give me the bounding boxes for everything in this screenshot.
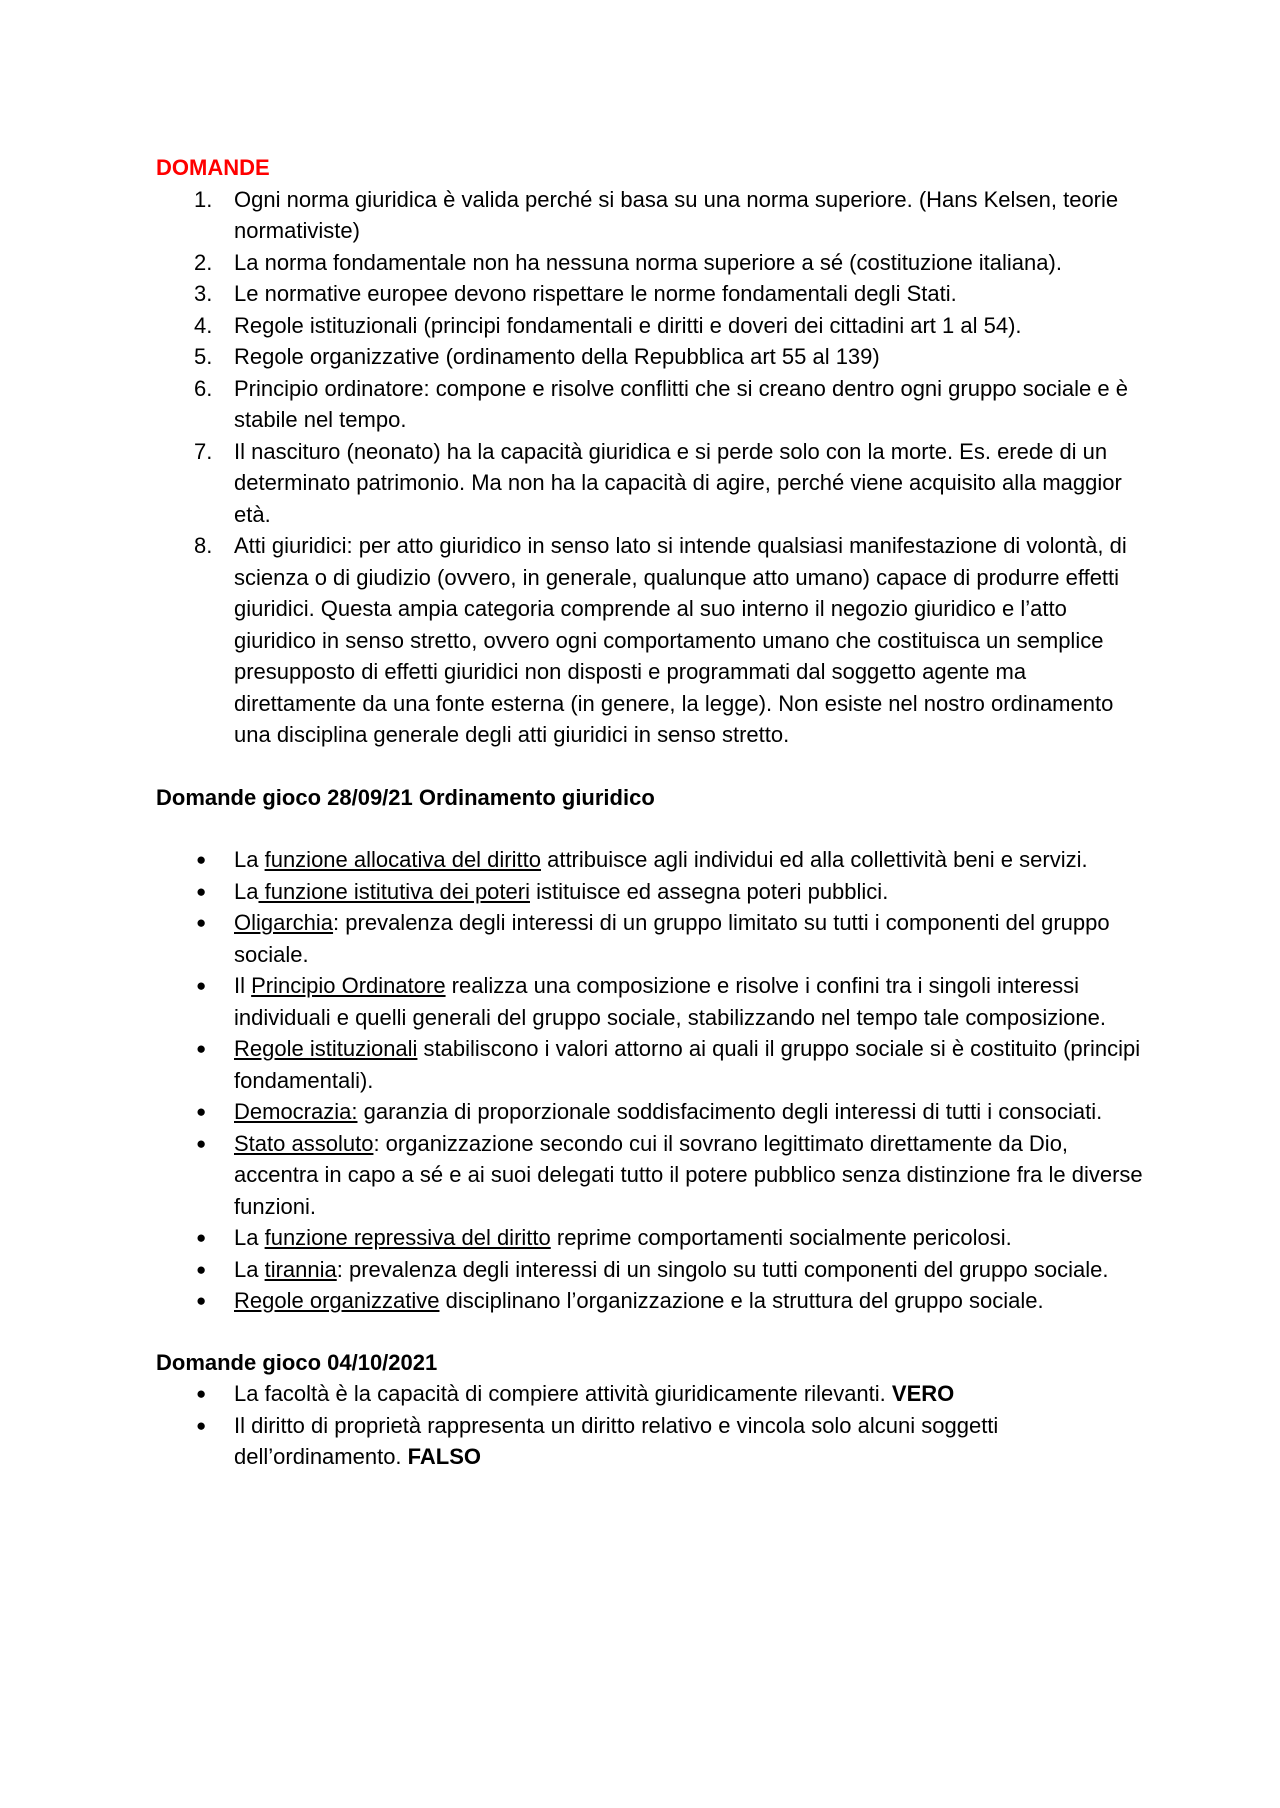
item-term: Democrazia:: [234, 1099, 358, 1124]
list-item: [156, 247, 1146, 279]
item-number: 8.: [194, 533, 213, 558]
item-term: tirannia: [264, 1256, 337, 1282]
bullet-icon: ●: [196, 976, 207, 995]
section-title-gioco: Domande gioco 04/10/2021: [156, 1349, 438, 1375]
item-text: La norma fondamentale non ha nessuna norma superiore a sé (costituzione italiana).: [234, 249, 1062, 275]
spacer: [156, 751, 1146, 782]
bullet-icon: ●: [196, 1102, 207, 1121]
bullet-icon: ●: [196, 1291, 207, 1310]
list-item: [156, 184, 1146, 247]
item-number: 3.: [194, 281, 213, 306]
section-title-ordinamento: Domande gioco 28/09/21 Ordinamento giuridico: [156, 784, 655, 810]
list-item: [156, 1096, 1146, 1128]
answer-label: FALSO: [407, 1444, 482, 1469]
list-item: [156, 1378, 1146, 1410]
item-term: funzione repressiva del diritto: [264, 1225, 551, 1250]
item-number: 7.: [194, 438, 213, 464]
item-text: garanzia di proporzionale soddisfacimento degli interessi di tutti i consociati.: [357, 1099, 1103, 1124]
item-number: 5.: [194, 344, 213, 369]
item-text: reprime comportamenti socialmente pericolosi.: [550, 1225, 1012, 1250]
item-term: funzione allocativa del diritto: [264, 847, 541, 872]
item-text: La: [234, 1225, 265, 1250]
item-text: La facoltà è la capacità di compiere attività giuridicamente rilevanti.: [234, 1381, 892, 1406]
heading-domande: DOMANDE: [156, 155, 270, 180]
item-text: Atti giuridici: per atto giuridico in senso lato si intende qualsiasi manifestazione di volontà, di scienza o di giudizio (ovvero, in generale, qualunque atto umano) capace di produrre effetti giuridici. Questa ampia categoria comprende al suo interno il negozio giuridico e l’atto giuridico in senso stretto, ovvero ogni comportamento umano che costituisca un semplice presupposto di effetti giuridici non disposti e programmati dal soggetto agente ma direttamente da una fonte esterna (in genere, la legge). Non esiste nel nostro ordinamento una disciplina generale degli atti giuridici in senso stretto.: [234, 533, 1127, 747]
item-text: istituisce ed assegna poteri pubblici.: [529, 878, 889, 904]
item-number: 4.: [194, 312, 213, 338]
answer-label: VERO: [891, 1381, 955, 1406]
list-item: [156, 1410, 1146, 1473]
list-item: [156, 436, 1146, 531]
list-item: [156, 373, 1146, 436]
bullet-icon: ●: [196, 913, 207, 932]
list-item: [156, 278, 1146, 310]
item-text: stabiliscono i valori attorno ai quali il gruppo sociale si è costituito (principi fondamentali).: [234, 1036, 1141, 1093]
item-number: 2.: [194, 249, 213, 275]
item-text: Il nascituro (neonato) ha la capacità giuridica e si perde solo con la morte. Es. erede di un determinato patrimonio. Ma non ha la capacità di agire, perché viene acquisito alla maggior età.: [234, 438, 1122, 527]
item-text: disciplinano l’organizzazione e la struttura del gruppo sociale.: [439, 1288, 1044, 1313]
item-text: Regole organizzative (ordinamento della Repubblica art 55 al 139): [234, 344, 880, 369]
item-text: Regole istituzionali (principi fondamentali e diritti e doveri dei cittadini art 1 al 54).: [234, 312, 1022, 338]
item-number: 1.: [194, 186, 213, 212]
list-item: [156, 1254, 1146, 1286]
list-item: [156, 530, 1146, 751]
list-item: [156, 844, 1146, 876]
item-term: funzione istitutiva dei poteri: [258, 878, 530, 904]
list-item: [156, 341, 1146, 373]
bullet-icon: ●: [196, 881, 207, 901]
item-text: Ogni norma giuridica è valida perché si basa su una norma superiore. (Hans Kelsen, teorie normativiste): [234, 186, 1119, 243]
list-item: [156, 970, 1146, 1033]
list-item: [156, 907, 1146, 970]
list-item: [156, 310, 1146, 342]
item-text: La: [234, 1256, 265, 1282]
item-text: : prevalenza degli interessi di un gruppo limitato su tutti i componenti del gruppo sociale.: [234, 910, 1110, 967]
bullet-icon: ●: [196, 1415, 207, 1435]
item-text: Le normative europee devono rispettare le norme fondamentali degli Stati.: [234, 281, 957, 306]
bullet-icon: ●: [196, 1259, 207, 1279]
bullet-icon: ●: [196, 1039, 207, 1058]
bullet-icon: ●: [196, 1228, 207, 1247]
list-item: [156, 1128, 1146, 1223]
item-text: Il: [234, 973, 252, 998]
item-text: Principio ordinatore: compone e risolve conflitti che si creano dentro ogni gruppo sociale e è stabile nel tempo.: [234, 375, 1128, 432]
bullet-icon: ●: [196, 1133, 207, 1153]
bullet-icon: ●: [196, 1384, 207, 1403]
list-item: [156, 876, 1146, 908]
item-term: Regole istituzionali: [234, 1036, 418, 1061]
list-item: [156, 1222, 1146, 1254]
item-text: La: [234, 878, 259, 904]
bullet-list-ordinamento: [156, 844, 1146, 1317]
item-term: Regole organizzative: [234, 1288, 440, 1313]
document-content: [156, 152, 1146, 1473]
spacer: [156, 1317, 1146, 1347]
item-number: 6.: [194, 375, 213, 401]
item-text: attribuisce agli individui ed alla collettività beni e servizi.: [540, 847, 1088, 872]
bullet-icon: ●: [196, 850, 207, 869]
item-text: : organizzazione secondo cui il sovrano legittimato direttamente da Dio, accentra in capo a sé e ai suoi delegati tutto il potere pubblico senza distinzione fra le diverse funzioni.: [234, 1130, 1143, 1219]
spacer: [156, 813, 1146, 844]
list-item: [156, 1033, 1146, 1096]
item-text: Il diritto di proprietà rappresenta un diritto relativo e vincola solo alcuni soggetti dell’ordinamento.: [234, 1412, 999, 1469]
item-text: realizza una composizione e risolve i confini tra i singoli interessi individuali e quelli generali del gruppo sociale, stabilizzando nel tempo tale composizione.: [234, 973, 1106, 1030]
item-text: La: [234, 847, 265, 872]
bullet-list-gioco: [156, 1378, 1146, 1473]
item-term: Stato assoluto: [234, 1130, 374, 1156]
item-term: Oligarchia: [234, 910, 334, 935]
item-text: : prevalenza degli interessi di un singolo su tutti componenti del gruppo sociale.: [336, 1256, 1109, 1282]
item-term: Principio Ordinatore: [251, 973, 446, 998]
numbered-list: [156, 184, 1146, 751]
list-item: [156, 1285, 1146, 1317]
